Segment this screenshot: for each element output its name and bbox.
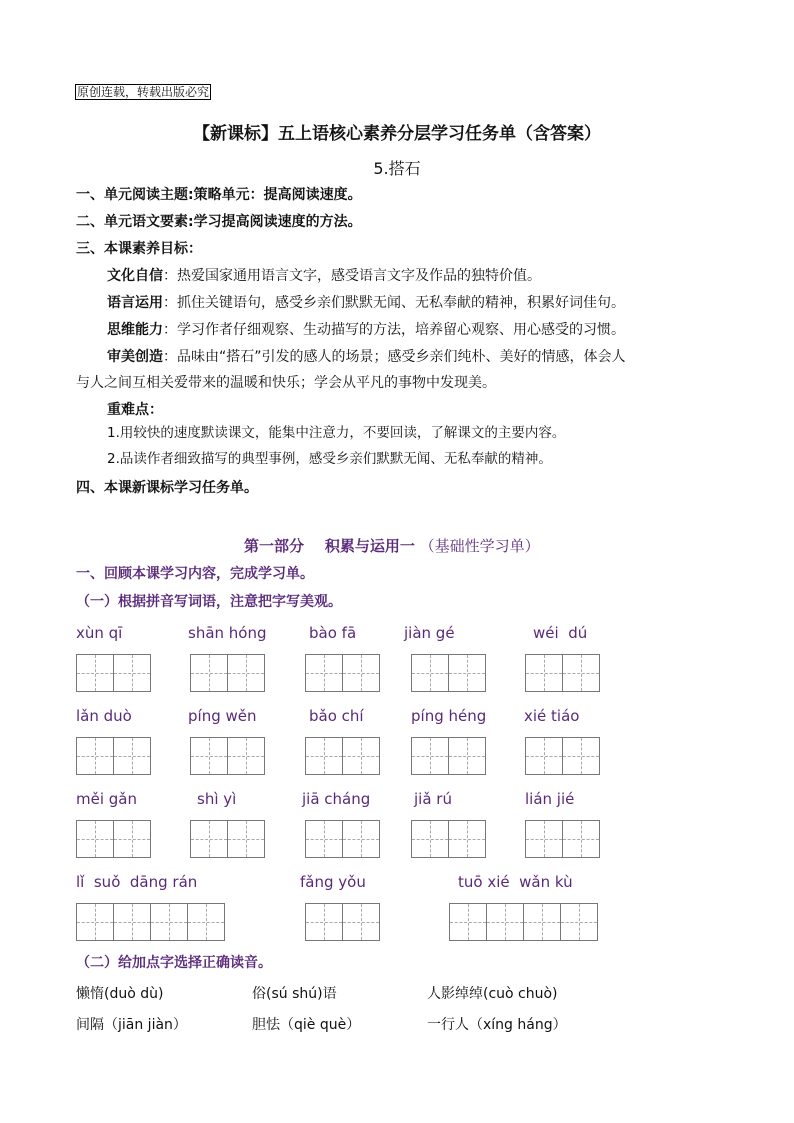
key-points-label: 重难点： bbox=[107, 402, 163, 418]
writing-cell[interactable] bbox=[76, 737, 114, 775]
writing-cell[interactable] bbox=[113, 737, 151, 775]
goal-aesthetic-continued: 与人之间互相关爱带来的温暖和快乐；学会从平凡的事物中发现美。 bbox=[76, 375, 496, 391]
writing-cell[interactable] bbox=[76, 654, 114, 692]
goal-culture bbox=[107, 265, 541, 285]
writing-grid[interactable] bbox=[411, 654, 485, 692]
pinyin-word: píng wěn bbox=[188, 707, 257, 725]
writing-grid[interactable] bbox=[190, 737, 264, 775]
writing-grid[interactable] bbox=[76, 737, 150, 775]
section-reading-theme: 一、单元阅读主题:策略单元：提高阅读速度。 bbox=[76, 187, 362, 203]
writing-grid[interactable] bbox=[411, 737, 485, 775]
writing-cell[interactable] bbox=[76, 820, 114, 858]
choice-item: 人影绰绰(cuò chuò) bbox=[427, 986, 558, 1002]
writing-grid[interactable] bbox=[525, 737, 599, 775]
writing-cell[interactable] bbox=[523, 903, 561, 941]
writing-grid[interactable] bbox=[305, 903, 379, 941]
writing-cell[interactable] bbox=[342, 903, 380, 941]
writing-cell[interactable] bbox=[113, 903, 151, 941]
pinyin-word: fǎng yǒu bbox=[300, 873, 366, 891]
pinyin-word: lǎn duò bbox=[76, 707, 132, 725]
writing-cell[interactable] bbox=[76, 903, 114, 941]
writing-cell[interactable] bbox=[113, 820, 151, 858]
pinyin-word: shān hóng bbox=[188, 624, 267, 642]
choice-item: 间隔（jiān jiàn） bbox=[76, 1017, 187, 1033]
writing-cell[interactable] bbox=[190, 654, 228, 692]
writing-cell[interactable] bbox=[562, 737, 600, 775]
writing-cell[interactable] bbox=[342, 737, 380, 775]
writing-cell[interactable] bbox=[113, 654, 151, 692]
writing-cell[interactable] bbox=[448, 820, 486, 858]
part-title: 第一部分 积累与运用一 bbox=[244, 537, 415, 555]
goal-language-label: 语言运用 bbox=[107, 295, 163, 311]
writing-cell[interactable] bbox=[227, 737, 265, 775]
writing-grid[interactable] bbox=[305, 737, 379, 775]
writing-cell[interactable] bbox=[187, 903, 225, 941]
writing-cell[interactable] bbox=[305, 654, 343, 692]
goal-thinking-text: ：学习作者仔细观察、生动描写的方法，培养留心观察、用心感受的习惯。 bbox=[163, 322, 625, 338]
choice-item: 一行人（xíng háng） bbox=[427, 1017, 567, 1033]
writing-cell[interactable] bbox=[342, 654, 380, 692]
writing-grid[interactable] bbox=[76, 654, 150, 692]
goal-language bbox=[107, 292, 625, 312]
writing-cell[interactable] bbox=[227, 820, 265, 858]
goal-culture-label: 文化自信 bbox=[107, 268, 163, 284]
goal-culture-text: ：热爱国家通用语言文字，感受语言文字及作品的独特价值。 bbox=[163, 268, 541, 284]
pinyin-word: bào fā bbox=[309, 624, 357, 642]
writing-cell[interactable] bbox=[525, 654, 563, 692]
writing-cell[interactable] bbox=[448, 654, 486, 692]
writing-grid[interactable] bbox=[525, 820, 599, 858]
writing-cell[interactable] bbox=[562, 820, 600, 858]
writing-cell[interactable] bbox=[190, 820, 228, 858]
section-goals: 三、本课素养目标： bbox=[76, 241, 202, 257]
section-language-elements: 二、单元语文要素:学习提高阅读速度的方法。 bbox=[76, 214, 362, 230]
pinyin-word: xié tiáo bbox=[524, 707, 580, 725]
goal-aesthetic bbox=[107, 346, 626, 366]
pinyin-word: xùn qī bbox=[76, 624, 123, 642]
pinyin-word: jiā cháng bbox=[302, 790, 371, 808]
task-pinyin-writing: （一）根据拼音写词语，注意把字写美观。 bbox=[76, 594, 342, 610]
writing-grid[interactable] bbox=[525, 654, 599, 692]
writing-cell[interactable] bbox=[525, 737, 563, 775]
part-heading bbox=[244, 535, 540, 556]
pinyin-word: tuō xié wǎn kù bbox=[458, 873, 573, 891]
writing-cell[interactable] bbox=[525, 820, 563, 858]
goal-thinking bbox=[107, 319, 625, 339]
writing-cell[interactable] bbox=[411, 820, 449, 858]
section-task-sheet: 四、本课新课标学习任务单。 bbox=[76, 480, 258, 496]
writing-cell[interactable] bbox=[448, 737, 486, 775]
choice-item: 懒惰(duò dù) bbox=[76, 986, 164, 1002]
writing-grid[interactable] bbox=[76, 903, 224, 941]
writing-cell[interactable] bbox=[305, 903, 343, 941]
writing-cell[interactable] bbox=[305, 820, 343, 858]
writing-cell[interactable] bbox=[486, 903, 524, 941]
pinyin-word: jiàn gé bbox=[404, 624, 455, 642]
writing-cell[interactable] bbox=[227, 654, 265, 692]
key-point-2: 2.品读作者细致描写的典型事例，感受乡亲们默默无闻、无私奉献的精神。 bbox=[107, 451, 552, 467]
pinyin-word: měi gǎn bbox=[76, 790, 137, 808]
writing-cell[interactable] bbox=[411, 737, 449, 775]
writing-cell[interactable] bbox=[305, 737, 343, 775]
writing-cell[interactable] bbox=[411, 654, 449, 692]
lesson-title: 5.搭石 bbox=[373, 159, 421, 178]
goal-aesthetic-label: 审美创造 bbox=[107, 349, 163, 365]
writing-grid[interactable] bbox=[305, 654, 379, 692]
key-point-1: 1.用较快的速度默读课文，能集中注意力，不要回读，了解课文的主要内容。 bbox=[107, 425, 566, 441]
writing-grid[interactable] bbox=[190, 820, 264, 858]
pinyin-word: wéi dú bbox=[533, 624, 588, 642]
pinyin-word: bǎo chí bbox=[309, 707, 364, 725]
writing-cell[interactable] bbox=[190, 737, 228, 775]
writing-grid[interactable] bbox=[76, 820, 150, 858]
writing-cell[interactable] bbox=[562, 654, 600, 692]
writing-grid[interactable] bbox=[411, 820, 485, 858]
pinyin-word: jiǎ rú bbox=[414, 790, 452, 808]
goal-aesthetic-text: ：品味由“搭石”引发的感人的场景；感受乡亲们纯朴、美好的情感，体会人 bbox=[163, 349, 626, 365]
writing-grid[interactable] bbox=[190, 654, 264, 692]
pinyin-word: shì yì bbox=[197, 790, 237, 808]
writing-grid[interactable] bbox=[449, 903, 597, 941]
pinyin-word: lǐ suǒ dāng rán bbox=[76, 873, 198, 891]
pinyin-word: lián jié bbox=[525, 790, 575, 808]
pinyin-word: píng héng bbox=[411, 707, 487, 725]
writing-cell[interactable] bbox=[560, 903, 598, 941]
goal-language-text: ：抓住关键语句，感受乡亲们默默无闻、无私奉献的精神，积累好词佳句。 bbox=[163, 295, 625, 311]
copyright-stamp: 原创连载，转载出版必究 bbox=[77, 85, 210, 99]
document-title: 【新课标】五上语核心素养分层学习任务单（含答案） bbox=[193, 124, 601, 144]
goal-thinking-label: 思维能力 bbox=[107, 322, 163, 338]
choice-item: 胆怯（qiè què） bbox=[252, 1017, 361, 1033]
writing-cell[interactable] bbox=[150, 903, 188, 941]
writing-cell[interactable] bbox=[449, 903, 487, 941]
task-review: 一、回顾本课学习内容，完成学习单。 bbox=[76, 566, 314, 582]
writing-cell[interactable] bbox=[342, 820, 380, 858]
part-subtitle: （基础性学习单） bbox=[419, 537, 540, 555]
writing-grid[interactable] bbox=[305, 820, 379, 858]
choice-item: 俗(sú shú)语 bbox=[252, 986, 337, 1002]
task-pronunciation: （二）给加点字选择正确读音。 bbox=[76, 955, 272, 971]
